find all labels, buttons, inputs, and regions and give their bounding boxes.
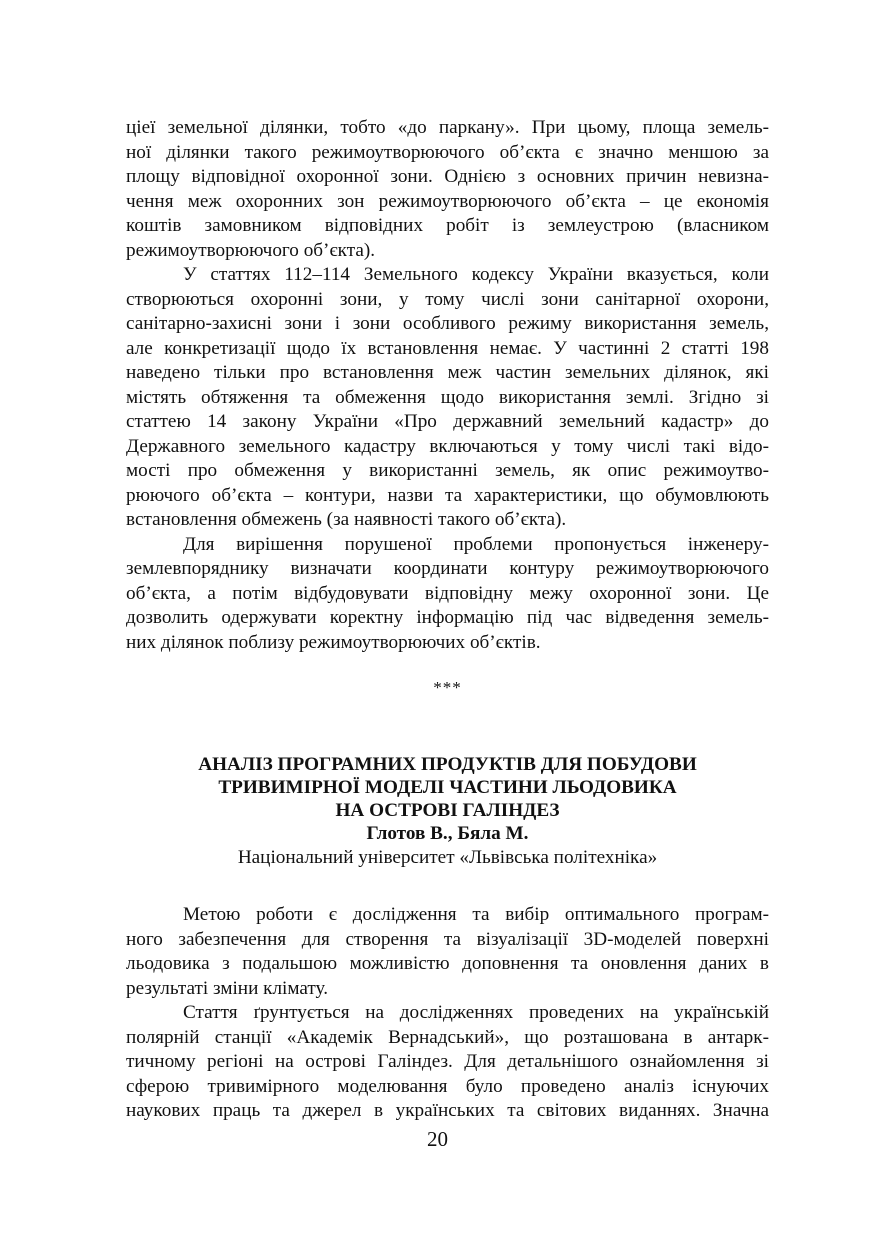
article-paragraph-1 [126, 903, 769, 1001]
text-line: сферою тривимірного моделювання було проведено аналіз існуючих [126, 1075, 769, 1097]
article-paragraph-2 [126, 1001, 769, 1124]
text-line: встановлення обмежень (за наявності такого об’єкта). [126, 509, 567, 530]
intro-paragraph-3 [126, 533, 769, 656]
text-line: об’єкта, а потім відбудовувати відповідну межу охоронної зони. Це [126, 582, 769, 604]
article-affiliation: Національний університет «Львівська політехніка» [237, 847, 658, 868]
page-number: 20 [427, 1127, 448, 1151]
text-line: полярній станції «Академік Вернадський», що розташована в антарк- [126, 1026, 769, 1048]
intro-paragraph-1 [126, 116, 769, 263]
text-line: рюючого об’єкта – контури, назви та характеристики, що обумовлюють [126, 484, 769, 506]
text-line: площу відповідної охоронної зони. Однією з основних причин невизна- [126, 166, 769, 187]
text-line: Стаття ґрунтується на дослідженнях проведених на українській [183, 1002, 769, 1023]
text-line: У статтях 112–114 Земельного кодексу України вказується, коли [183, 264, 769, 285]
text-line: режимоутворюючого об’єкта). [126, 239, 376, 261]
intro-paragraph-2 [126, 263, 769, 533]
text-line: містять обтяження та обмеження щодо використання землі. Згідно зі [126, 386, 769, 408]
article-title [126, 753, 769, 822]
section-separator: *** [433, 678, 462, 697]
article-authors: Глотов В., Бяла М. [366, 823, 529, 844]
text-line: Для вирішення порушеної проблеми пропонується інженеру- [183, 533, 769, 555]
text-line: чення меж охоронних зон режимоутворюючого об’єкта – це економія [126, 190, 769, 212]
text-line: Метою роботи є дослідження та вибір оптимального програм- [183, 904, 769, 925]
text-line: них ділянок поблизу режимоутворюючих об’єктів. [126, 631, 541, 653]
text-line: мості про обмеження у використанні земель, як опис режимоутво- [126, 460, 769, 481]
text-line: створюються охоронні зони, у тому числі зони санітарної охорони, [126, 288, 769, 310]
text-line: коштів замовником відповідних робіт із землеустрою (власником [126, 215, 769, 236]
text-line: санітарно-захисні зони і зони особливого режиму використання земель, [126, 313, 769, 334]
title-line: НА ОСТРОВІ ГАЛІНДЕЗ [335, 800, 560, 821]
page-body [126, 116, 769, 1124]
text-line: землевпоряднику визначати координати контуру режимоутворюючого [126, 558, 769, 579]
text-line: ної ділянки такого режимоутворюючого об’єкта є значно меншою за [126, 141, 769, 163]
text-line: тичному регіоні на острові Галіндез. Для детальнішого ознайомлення зі [126, 1051, 769, 1072]
text-line: ціеї земельної ділянки, тобто «до паркану». При цьому, площа земель- [126, 117, 769, 138]
text-line: льодовика з подальшою можливістю доповнення та оновлення даних в [126, 953, 769, 974]
text-line: наведено тільки про встановлення меж частин земельних ділянок, які [126, 362, 769, 383]
text-line: дозволить одержувати коректну інформацію під час відведення земель- [126, 607, 769, 628]
text-line: результаті зміни клімату. [126, 977, 328, 999]
text-line: Державного земельного кадастру включаються у тому числі такі відо- [126, 435, 769, 457]
text-line: але конкретизації щодо їх встановлення немає. У частинні 2 статті 198 [126, 337, 769, 359]
text-line: наукових праць та джерел в українських та світових виданнях. Значна [126, 1100, 769, 1121]
text-line: статтею 14 закону України «Про державний земельний кадастр» до [126, 411, 769, 432]
text-line: ного забезпечення для створення та візуалізації 3D-моделей поверхні [126, 928, 769, 950]
title-line: АНАЛІЗ ПРОГРАМНИХ ПРОДУКТІВ ДЛЯ ПОБУДОВИ [198, 754, 697, 775]
title-line: ТРИВИМІРНОЇ МОДЕЛІ ЧАСТИНИ ЛЬОДОВИКА [218, 777, 677, 798]
